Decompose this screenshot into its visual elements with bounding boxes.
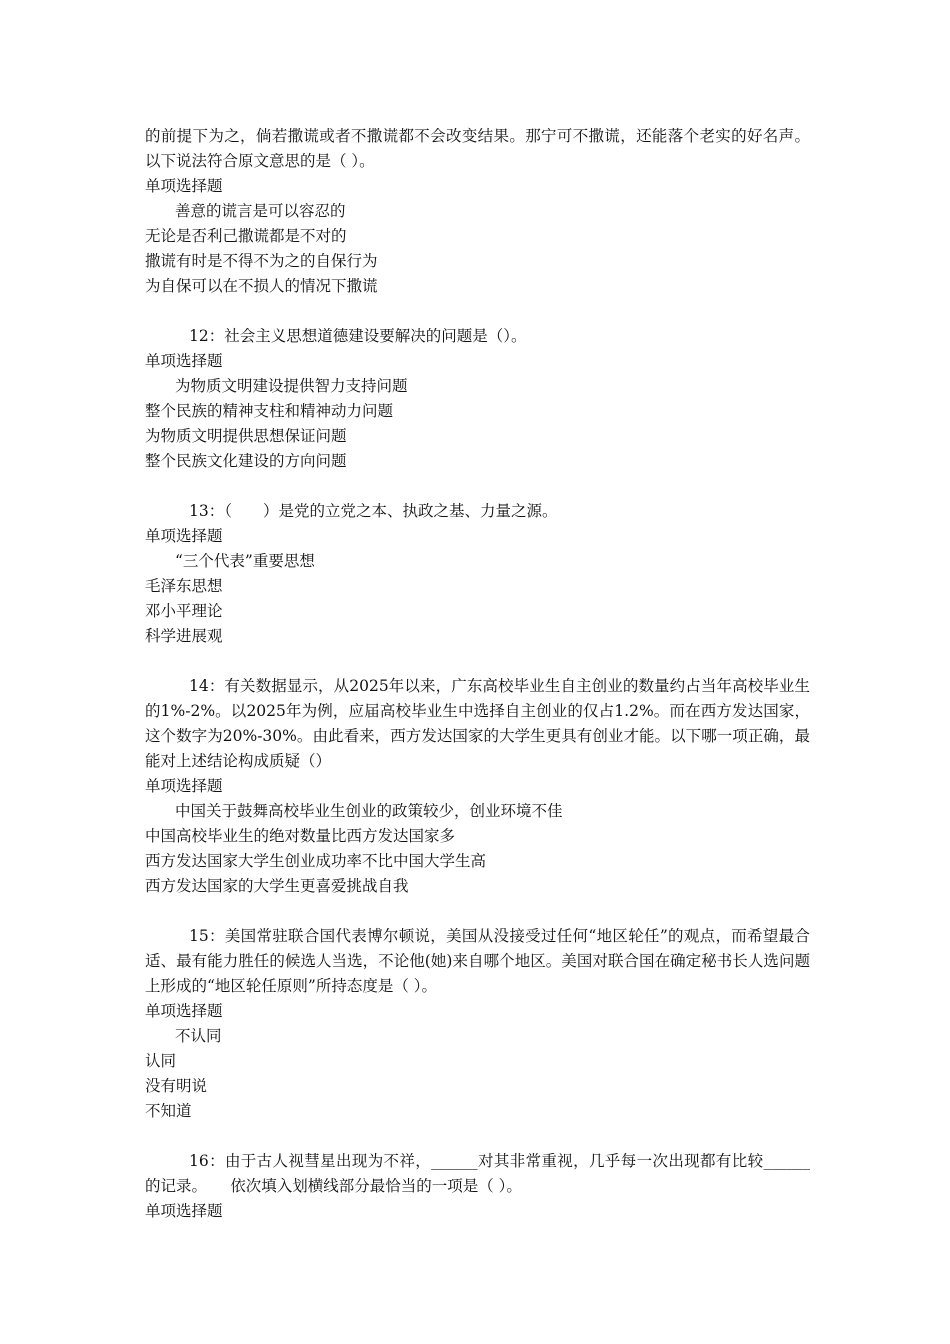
- question-type: 单项选择题: [145, 1002, 223, 1020]
- question-stem: 的前提下为之，倘若撒谎或者不撒谎都不会改变结果。那宁可不撒谎，还能落个老实的好名声。以下说法符合原文意思的是（ ）。: [145, 127, 810, 170]
- option-a: 善意的谎言是可以容忍的: [175, 202, 346, 220]
- question-13: [145, 499, 810, 649]
- option-c: 没有明说: [145, 1077, 208, 1095]
- option-d: 西方发达国家的大学生更喜爱挑战自我: [145, 877, 409, 895]
- question-stem: 16：由于古人视彗星出现为不祥，______对其非常重视，几乎每一次出现都有比较______的记录。 依次填入划横线部分最恰当的一项是（ ）。: [145, 1152, 810, 1195]
- question-type: 单项选择题: [145, 1202, 223, 1220]
- question-16: [145, 1149, 810, 1224]
- option-b: 中国高校毕业生的绝对数量比西方发达国家多: [145, 827, 456, 845]
- option-b: 毛泽东思想: [145, 577, 223, 595]
- option-d: 不知道: [145, 1102, 192, 1120]
- option-a: 为物质文明建设提供智力支持问题: [175, 377, 408, 395]
- option-d: 科学进展观: [145, 627, 223, 645]
- option-a: 不认同: [175, 1027, 222, 1045]
- option-a: “三个代表”重要思想: [175, 552, 315, 570]
- question-type: 单项选择题: [145, 177, 223, 195]
- option-b: 认同: [145, 1052, 177, 1070]
- question-11-continued: [145, 124, 810, 299]
- option-a: 中国关于鼓舞高校毕业生创业的政策较少，创业环境不佳: [175, 802, 563, 820]
- question-15: [145, 924, 810, 1124]
- option-c: 西方发达国家大学生创业成功率不比中国大学生高: [145, 852, 487, 870]
- option-d: 为自保可以在不损人的情况下撒谎: [145, 277, 378, 295]
- option-b: 整个民族的精神支柱和精神动力问题: [145, 402, 394, 420]
- option-d: 整个民族文化建设的方向问题: [145, 452, 347, 470]
- option-c: 为物质文明提供思想保证问题: [145, 427, 347, 445]
- question-stem: 14：有关数据显示，从2025年以来，广东高校毕业生自主创业的数量约占当年高校毕业生的1%-2%。以2025年为例，应届高校毕业生中选择自主创业的仅占1.2%。而在西方发达国家，这个数字为20%-30%。由此看来，西方发达国家的大学生更具有创业才能。以下哪一项正确，最能对上述结论构成质疑（）: [145, 677, 810, 770]
- question-type: 单项选择题: [145, 777, 223, 795]
- question-14: [145, 674, 810, 899]
- question-12: [145, 324, 810, 474]
- document-page: [145, 124, 810, 1224]
- question-stem: 15：美国常驻联合国代表博尔顿说，美国从没接受过任何“地区轮任”的观点，而希望最合适、最有能力胜任的候选人当选，不论他(她)来自哪个地区。美国对联合国在确定秘书长人选问题上形成的“地区轮任原则”所持态度是（ ）。: [145, 927, 810, 995]
- question-stem: 12：社会主义思想道德建设要解决的问题是（）。: [189, 327, 527, 345]
- option-b: 无论是否利己撒谎都是不对的: [145, 227, 347, 245]
- option-c: 撒谎有时是不得不为之的自保行为: [145, 252, 378, 270]
- question-type: 单项选择题: [145, 352, 223, 370]
- option-c: 邓小平理论: [145, 602, 223, 620]
- question-stem: 13：（ ）是党的立党之本、执政之基、力量之源。: [189, 502, 558, 520]
- question-type: 单项选择题: [145, 527, 223, 545]
